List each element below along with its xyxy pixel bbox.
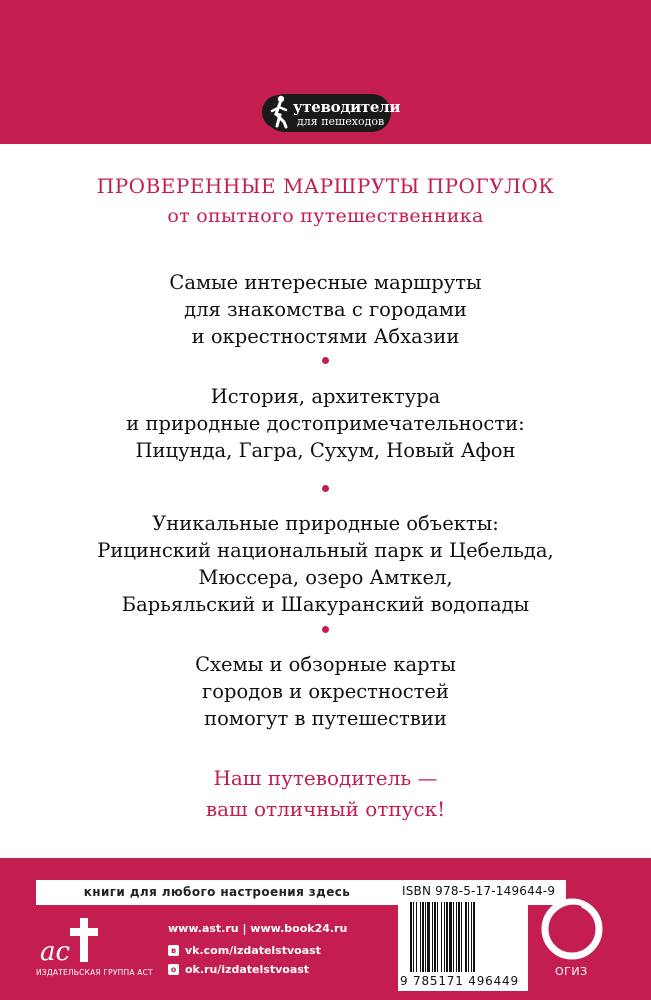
feature-line: Пицунда, Гагра, Сухум, Новый Афон [135,439,516,462]
series-subtitle: для пешеходов [297,115,385,128]
feature-line: Мюссера, озеро Амткел, [198,566,453,589]
feature-line: Барьяльский и Шакуранский водопады [121,593,530,616]
ok-url: ok.ru/izdatelstvoast [185,963,310,976]
tagline-sub: от опытного путешественника [167,205,484,227]
vk-icon: в [168,945,179,956]
series-title: утеводители [293,98,401,116]
feature-line: История, архитектура [210,385,441,408]
feature-line: Схемы и обзорные карты [195,653,456,676]
feature-line: Самые интересные маршруты [169,271,482,294]
bullet-dot [322,357,329,364]
svg-text:ac: ac [40,937,71,967]
feature-line: городов и окрестностей [202,680,449,703]
ogiz-logo-icon [541,898,603,960]
feature-line: и окрестностями Абхазии [191,325,460,348]
series-logo [259,88,401,136]
feature-line: и природные достопримечательности: [126,412,525,435]
ok-link[interactable] [168,963,309,976]
vk-link[interactable] [168,944,321,957]
closing-line-2: ваш отличный отпуск! [205,797,446,821]
isbn-label: ISBN 978-5-17-149644-9 [402,884,556,898]
bullet-dot [322,626,329,633]
feature-block-nature [0,510,651,618]
vk-url: vk.com/izdatelstvoast [185,944,321,957]
barcode-number: 9 785171 496449 [400,974,519,988]
feature-line: Уникальные природные объекты: [152,512,499,535]
feature-block-history [0,383,651,464]
footer-slogan: книги для любого настроения здесь [83,885,351,899]
feature-line: для знакомства с городами [184,298,467,321]
closing-line-1: Наш путеводитель — [213,766,438,790]
bullet-dot [322,485,329,492]
feature-block-maps [0,651,651,732]
website-links[interactable]: www.ast.ru | www.book24.ru [168,922,348,935]
tagline-main: ПРОВЕРЕННЫЕ МАРШРУТЫ ПРОГУЛОК [96,174,555,198]
publisher-caption: ИЗДАТЕЛЬСКАЯ ГРУППА АСТ [36,968,153,977]
ok-icon: о [168,964,179,975]
feature-line: Рицинский национальный парк и Цебельда, [97,539,554,562]
feature-line: помогут в путешествии [204,707,447,730]
feature-block-routes [0,269,651,350]
barcode [410,902,522,972]
imprint-name: ОГИЗ [555,965,588,978]
